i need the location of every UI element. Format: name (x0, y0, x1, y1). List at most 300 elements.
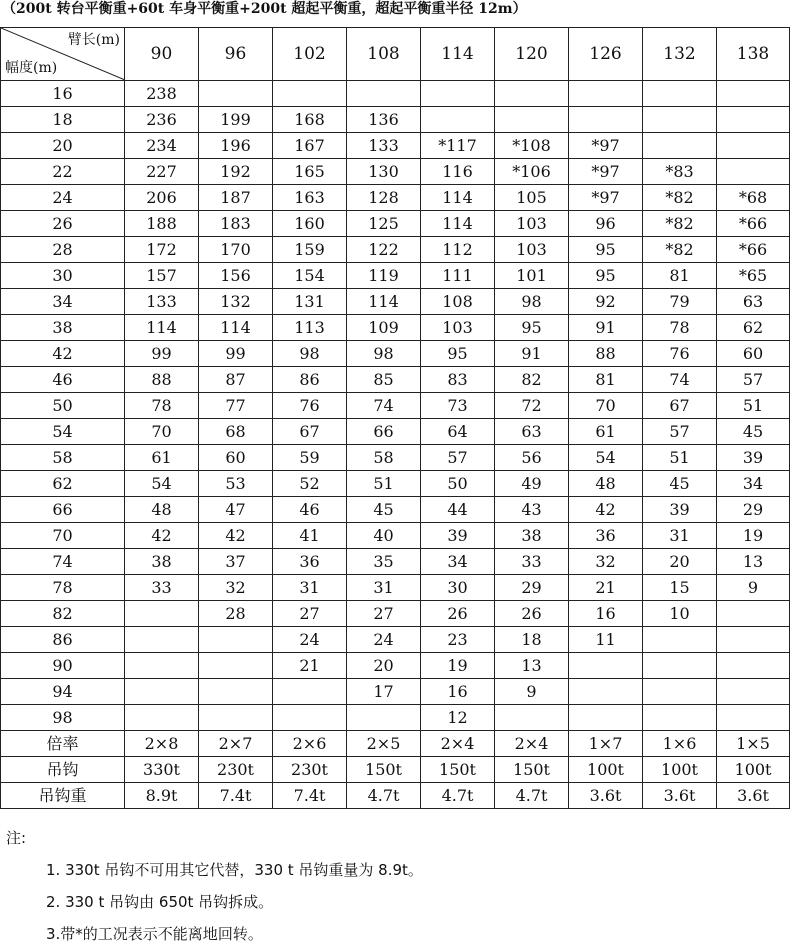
capacity-cell: 64 (421, 419, 495, 445)
capacity-cell: 34 (421, 549, 495, 575)
capacity-cell: 86 (273, 367, 347, 393)
capacity-cell: 57 (643, 419, 717, 445)
radius-cell: 18 (1, 107, 125, 133)
capacity-cell: *117 (421, 133, 495, 159)
radius-cell: 58 (1, 445, 125, 471)
footer-value-cell: 4.7t (421, 783, 495, 809)
capacity-cell: 60 (717, 341, 790, 367)
footer-value-cell: 150t (347, 757, 421, 783)
capacity-cell: *97 (569, 185, 643, 211)
table-row (1, 367, 790, 393)
footer-row (1, 783, 790, 809)
capacity-cell (273, 81, 347, 107)
capacity-cell: *65 (717, 263, 790, 289)
capacity-cell (717, 107, 790, 133)
capacity-cell: 27 (273, 601, 347, 627)
footer-value-cell: 150t (495, 757, 569, 783)
capacity-cell (199, 679, 273, 705)
capacity-cell: 81 (643, 263, 717, 289)
table-row (1, 289, 790, 315)
note-line-3: 3.带*的工况表示不能离地回转。 (46, 925, 263, 943)
capacity-cell: 95 (421, 341, 495, 367)
capacity-cell: 91 (569, 315, 643, 341)
table-row (1, 107, 790, 133)
capacity-cell: 39 (643, 497, 717, 523)
boom-length-header-132: 132 (643, 28, 717, 81)
capacity-cell: 168 (273, 107, 347, 133)
capacity-cell: 48 (125, 497, 199, 523)
capacity-cell (273, 705, 347, 731)
capacity-cell: 15 (643, 575, 717, 601)
capacity-cell: 62 (717, 315, 790, 341)
radius-cell: 50 (1, 393, 125, 419)
capacity-cell (569, 81, 643, 107)
capacity-cell: 57 (717, 367, 790, 393)
capacity-cell: 31 (273, 575, 347, 601)
footer-value-cell: 1×7 (569, 731, 643, 757)
capacity-cell (199, 705, 273, 731)
capacity-cell: 50 (421, 471, 495, 497)
capacity-cell: 44 (421, 497, 495, 523)
capacity-cell: 32 (199, 575, 273, 601)
load-chart-table (0, 27, 790, 809)
footer-value-cell: 150t (421, 757, 495, 783)
capacity-cell (199, 81, 273, 107)
capacity-cell: 227 (125, 159, 199, 185)
capacity-cell: 70 (569, 393, 643, 419)
capacity-cell: 41 (273, 523, 347, 549)
capacity-cell: 109 (347, 315, 421, 341)
boom-length-header-108: 108 (347, 28, 421, 81)
radius-cell: 28 (1, 237, 125, 263)
radius-cell: 86 (1, 627, 125, 653)
capacity-cell: 45 (643, 471, 717, 497)
capacity-cell: 98 (273, 341, 347, 367)
capacity-cell (569, 107, 643, 133)
capacity-cell (717, 601, 790, 627)
footer-row (1, 757, 790, 783)
capacity-cell: 133 (347, 133, 421, 159)
capacity-cell: 24 (273, 627, 347, 653)
radius-cell: 74 (1, 549, 125, 575)
capacity-cell: 51 (347, 471, 421, 497)
capacity-cell: 154 (273, 263, 347, 289)
radius-cell: 22 (1, 159, 125, 185)
table-row (1, 471, 790, 497)
table-row (1, 185, 790, 211)
capacity-cell: 18 (495, 627, 569, 653)
capacity-cell (125, 679, 199, 705)
capacity-cell: *82 (643, 237, 717, 263)
footer-value-cell: 100t (717, 757, 790, 783)
capacity-cell: 76 (273, 393, 347, 419)
table-row (1, 705, 790, 731)
capacity-cell: 74 (643, 367, 717, 393)
radius-cell: 16 (1, 81, 125, 107)
capacity-cell: 165 (273, 159, 347, 185)
capacity-cell: 98 (347, 341, 421, 367)
table-row (1, 211, 790, 237)
table-row (1, 653, 790, 679)
capacity-cell (421, 107, 495, 133)
capacity-cell: 45 (717, 419, 790, 445)
capacity-cell: *83 (643, 159, 717, 185)
capacity-cell: 47 (199, 497, 273, 523)
table-row (1, 393, 790, 419)
capacity-cell: 236 (125, 107, 199, 133)
radius-cell: 66 (1, 497, 125, 523)
capacity-cell: 116 (421, 159, 495, 185)
notes-section (6, 826, 786, 946)
radius-cell: 54 (1, 419, 125, 445)
capacity-cell: 114 (421, 185, 495, 211)
footer-value-cell: 3.6t (569, 783, 643, 809)
capacity-cell: 42 (125, 523, 199, 549)
table-row (1, 575, 790, 601)
capacity-cell: 105 (495, 185, 569, 211)
capacity-cell: 17 (347, 679, 421, 705)
radius-cell: 90 (1, 653, 125, 679)
capacity-cell: 192 (199, 159, 273, 185)
capacity-cell: 38 (125, 549, 199, 575)
capacity-cell: 125 (347, 211, 421, 237)
capacity-cell: 39 (421, 523, 495, 549)
capacity-cell: 24 (347, 627, 421, 653)
capacity-cell: 132 (199, 289, 273, 315)
capacity-cell: 167 (273, 133, 347, 159)
capacity-cell: 114 (199, 315, 273, 341)
footer-value-cell: 1×5 (717, 731, 790, 757)
footer-value-cell: 2×4 (421, 731, 495, 757)
capacity-cell: 74 (347, 393, 421, 419)
capacity-cell: 31 (347, 575, 421, 601)
capacity-cell: 81 (569, 367, 643, 393)
capacity-cell: 51 (643, 445, 717, 471)
footer-value-cell: 230t (273, 757, 347, 783)
capacity-cell: 196 (199, 133, 273, 159)
footer-value-cell: 330t (125, 757, 199, 783)
capacity-cell (643, 679, 717, 705)
radius-cell: 34 (1, 289, 125, 315)
capacity-cell: 78 (643, 315, 717, 341)
capacity-cell: 114 (125, 315, 199, 341)
capacity-cell (569, 653, 643, 679)
capacity-cell: 114 (347, 289, 421, 315)
capacity-cell (643, 653, 717, 679)
capacity-cell: 19 (421, 653, 495, 679)
capacity-cell: 21 (569, 575, 643, 601)
capacity-cell: 33 (125, 575, 199, 601)
capacity-cell: 199 (199, 107, 273, 133)
capacity-cell (717, 133, 790, 159)
capacity-cell: 45 (347, 497, 421, 523)
capacity-cell: 157 (125, 263, 199, 289)
capacity-cell: 159 (273, 237, 347, 263)
boom-length-header-120: 120 (495, 28, 569, 81)
capacity-cell: 88 (569, 341, 643, 367)
capacity-cell: 35 (347, 549, 421, 575)
capacity-cell: 11 (569, 627, 643, 653)
capacity-cell: 9 (495, 679, 569, 705)
capacity-cell: 79 (643, 289, 717, 315)
capacity-cell: 170 (199, 237, 273, 263)
capacity-cell: 29 (495, 575, 569, 601)
capacity-cell: 28 (199, 601, 273, 627)
capacity-cell (643, 107, 717, 133)
footer-value-cell: 4.7t (495, 783, 569, 809)
radius-cell: 46 (1, 367, 125, 393)
capacity-cell (495, 705, 569, 731)
footer-label-cell: 倍率 (1, 731, 125, 757)
capacity-cell: 130 (347, 159, 421, 185)
capacity-cell: *68 (717, 185, 790, 211)
table-row (1, 601, 790, 627)
footer-label-cell: 吊钩重 (1, 783, 125, 809)
radius-cell: 78 (1, 575, 125, 601)
capacity-cell (569, 679, 643, 705)
capacity-cell: 95 (569, 237, 643, 263)
capacity-cell: 183 (199, 211, 273, 237)
table-row (1, 497, 790, 523)
footer-value-cell: 2×4 (495, 731, 569, 757)
capacity-cell: 87 (199, 367, 273, 393)
capacity-cell (717, 705, 790, 731)
capacity-cell (717, 653, 790, 679)
capacity-cell: 49 (495, 471, 569, 497)
radius-cell: 24 (1, 185, 125, 211)
capacity-cell (643, 627, 717, 653)
capacity-cell: 68 (199, 419, 273, 445)
table-row (1, 159, 790, 185)
capacity-cell: 98 (495, 289, 569, 315)
footer-row (1, 731, 790, 757)
capacity-cell: 12 (421, 705, 495, 731)
capacity-cell: 19 (717, 523, 790, 549)
capacity-cell: 131 (273, 289, 347, 315)
footer-value-cell: 1×6 (643, 731, 717, 757)
radius-axis-label: 幅度(m) (5, 60, 58, 76)
note-line-1: 1. 330t 吊钩不可用其它代替，330 t 吊钩重量为 8.9t。 (46, 861, 423, 879)
capacity-cell: 67 (273, 419, 347, 445)
capacity-cell: 10 (643, 601, 717, 627)
capacity-cell: 96 (569, 211, 643, 237)
capacity-cell: 99 (125, 341, 199, 367)
capacity-cell: 38 (495, 523, 569, 549)
capacity-cell: 187 (199, 185, 273, 211)
table-row (1, 133, 790, 159)
capacity-cell: 23 (421, 627, 495, 653)
capacity-cell: 37 (199, 549, 273, 575)
boom-length-header-90: 90 (125, 28, 199, 81)
capacity-cell: *97 (569, 133, 643, 159)
table-row (1, 679, 790, 705)
capacity-cell: 119 (347, 263, 421, 289)
radius-cell: 42 (1, 341, 125, 367)
capacity-cell: 95 (569, 263, 643, 289)
capacity-cell: 238 (125, 81, 199, 107)
capacity-cell (643, 705, 717, 731)
boom-length-header-96: 96 (199, 28, 273, 81)
capacity-cell: 72 (495, 393, 569, 419)
capacity-cell (717, 679, 790, 705)
capacity-cell: 21 (273, 653, 347, 679)
capacity-cell: *97 (569, 159, 643, 185)
boom-length-header-126: 126 (569, 28, 643, 81)
footer-value-cell: 3.6t (717, 783, 790, 809)
capacity-cell: 61 (569, 419, 643, 445)
radius-cell: 20 (1, 133, 125, 159)
footer-value-cell: 2×7 (199, 731, 273, 757)
capacity-cell: 103 (495, 211, 569, 237)
capacity-cell: 103 (421, 315, 495, 341)
capacity-cell (125, 601, 199, 627)
capacity-cell: 63 (495, 419, 569, 445)
capacity-cell: 82 (495, 367, 569, 393)
capacity-cell: 133 (125, 289, 199, 315)
capacity-cell: 108 (421, 289, 495, 315)
note-line-2: 2. 330 t 吊钩由 650t 吊钩拆成。 (46, 893, 274, 911)
capacity-cell: 27 (347, 601, 421, 627)
radius-cell: 98 (1, 705, 125, 731)
capacity-cell: 59 (273, 445, 347, 471)
boom-length-axis-label: 臂长(m) (67, 32, 120, 48)
capacity-cell: 36 (273, 549, 347, 575)
capacity-cell: 51 (717, 393, 790, 419)
capacity-cell: 54 (125, 471, 199, 497)
notes-title: 注: (6, 829, 27, 847)
table-row (1, 549, 790, 575)
capacity-cell: 156 (199, 263, 273, 289)
capacity-cell: 91 (495, 341, 569, 367)
capacity-cell (569, 705, 643, 731)
capacity-cell: 60 (199, 445, 273, 471)
footer-value-cell: 2×5 (347, 731, 421, 757)
capacity-cell: 61 (125, 445, 199, 471)
capacity-cell: 40 (347, 523, 421, 549)
capacity-cell (643, 81, 717, 107)
corner-header-cell (1, 28, 125, 81)
radius-cell: 62 (1, 471, 125, 497)
boom-length-header-138: 138 (717, 28, 790, 81)
footer-value-cell: 7.4t (199, 783, 273, 809)
capacity-cell (421, 81, 495, 107)
table-caption: （200t 转台平衡重+60t 车身平衡重+200t 超起平衡重，超起平衡重半径 12m） (2, 1, 527, 17)
capacity-cell: 128 (347, 185, 421, 211)
capacity-cell: 163 (273, 185, 347, 211)
radius-cell: 38 (1, 315, 125, 341)
capacity-cell: 122 (347, 237, 421, 263)
table-row (1, 263, 790, 289)
capacity-cell: 234 (125, 133, 199, 159)
capacity-cell: 29 (717, 497, 790, 523)
capacity-cell: 95 (495, 315, 569, 341)
capacity-cell: 36 (569, 523, 643, 549)
capacity-cell: *82 (643, 185, 717, 211)
capacity-cell (199, 653, 273, 679)
capacity-cell (495, 107, 569, 133)
capacity-cell: 26 (495, 601, 569, 627)
capacity-cell: 39 (717, 445, 790, 471)
boom-length-header-102: 102 (273, 28, 347, 81)
capacity-cell: 48 (569, 471, 643, 497)
capacity-cell: *106 (495, 159, 569, 185)
capacity-cell: 16 (569, 601, 643, 627)
capacity-cell: 56 (495, 445, 569, 471)
capacity-cell: 33 (495, 549, 569, 575)
capacity-cell: 26 (421, 601, 495, 627)
capacity-cell: 111 (421, 263, 495, 289)
capacity-cell: 70 (125, 419, 199, 445)
capacity-cell (717, 627, 790, 653)
capacity-cell: *66 (717, 211, 790, 237)
boom-length-header-row (1, 28, 790, 81)
radius-cell: 94 (1, 679, 125, 705)
radius-cell: 70 (1, 523, 125, 549)
radius-cell: 26 (1, 211, 125, 237)
capacity-cell: *108 (495, 133, 569, 159)
capacity-cell: 76 (643, 341, 717, 367)
footer-value-cell: 230t (199, 757, 273, 783)
capacity-cell: 57 (421, 445, 495, 471)
capacity-cell: 43 (495, 497, 569, 523)
table-row (1, 419, 790, 445)
capacity-cell: 188 (125, 211, 199, 237)
table-row (1, 81, 790, 107)
footer-label-cell: 吊钩 (1, 757, 125, 783)
capacity-cell: 53 (199, 471, 273, 497)
table-row (1, 237, 790, 263)
footer-value-cell: 3.6t (643, 783, 717, 809)
capacity-cell: *82 (643, 211, 717, 237)
capacity-cell: 77 (199, 393, 273, 419)
capacity-cell: 66 (347, 419, 421, 445)
capacity-cell: 67 (643, 393, 717, 419)
table-row (1, 627, 790, 653)
footer-value-cell: 100t (643, 757, 717, 783)
capacity-cell: 54 (569, 445, 643, 471)
capacity-cell: 88 (125, 367, 199, 393)
table-row (1, 315, 790, 341)
capacity-cell (199, 627, 273, 653)
capacity-cell (125, 627, 199, 653)
capacity-cell (643, 133, 717, 159)
capacity-cell: 101 (495, 263, 569, 289)
capacity-cell: 206 (125, 185, 199, 211)
capacity-cell: 16 (421, 679, 495, 705)
capacity-cell: 160 (273, 211, 347, 237)
footer-value-cell: 8.9t (125, 783, 199, 809)
capacity-cell: 42 (199, 523, 273, 549)
capacity-cell: 112 (421, 237, 495, 263)
table-row (1, 341, 790, 367)
boom-length-header-114: 114 (421, 28, 495, 81)
capacity-cell: 30 (421, 575, 495, 601)
capacity-cell: 99 (199, 341, 273, 367)
footer-value-cell: 2×6 (273, 731, 347, 757)
capacity-cell (347, 81, 421, 107)
capacity-cell (717, 159, 790, 185)
capacity-cell (347, 705, 421, 731)
capacity-cell (495, 81, 569, 107)
capacity-cell (125, 653, 199, 679)
capacity-cell: 103 (495, 237, 569, 263)
footer-value-cell: 100t (569, 757, 643, 783)
capacity-cell: 78 (125, 393, 199, 419)
capacity-cell: 58 (347, 445, 421, 471)
capacity-cell: 85 (347, 367, 421, 393)
capacity-cell: *66 (717, 237, 790, 263)
footer-value-cell: 2×8 (125, 731, 199, 757)
